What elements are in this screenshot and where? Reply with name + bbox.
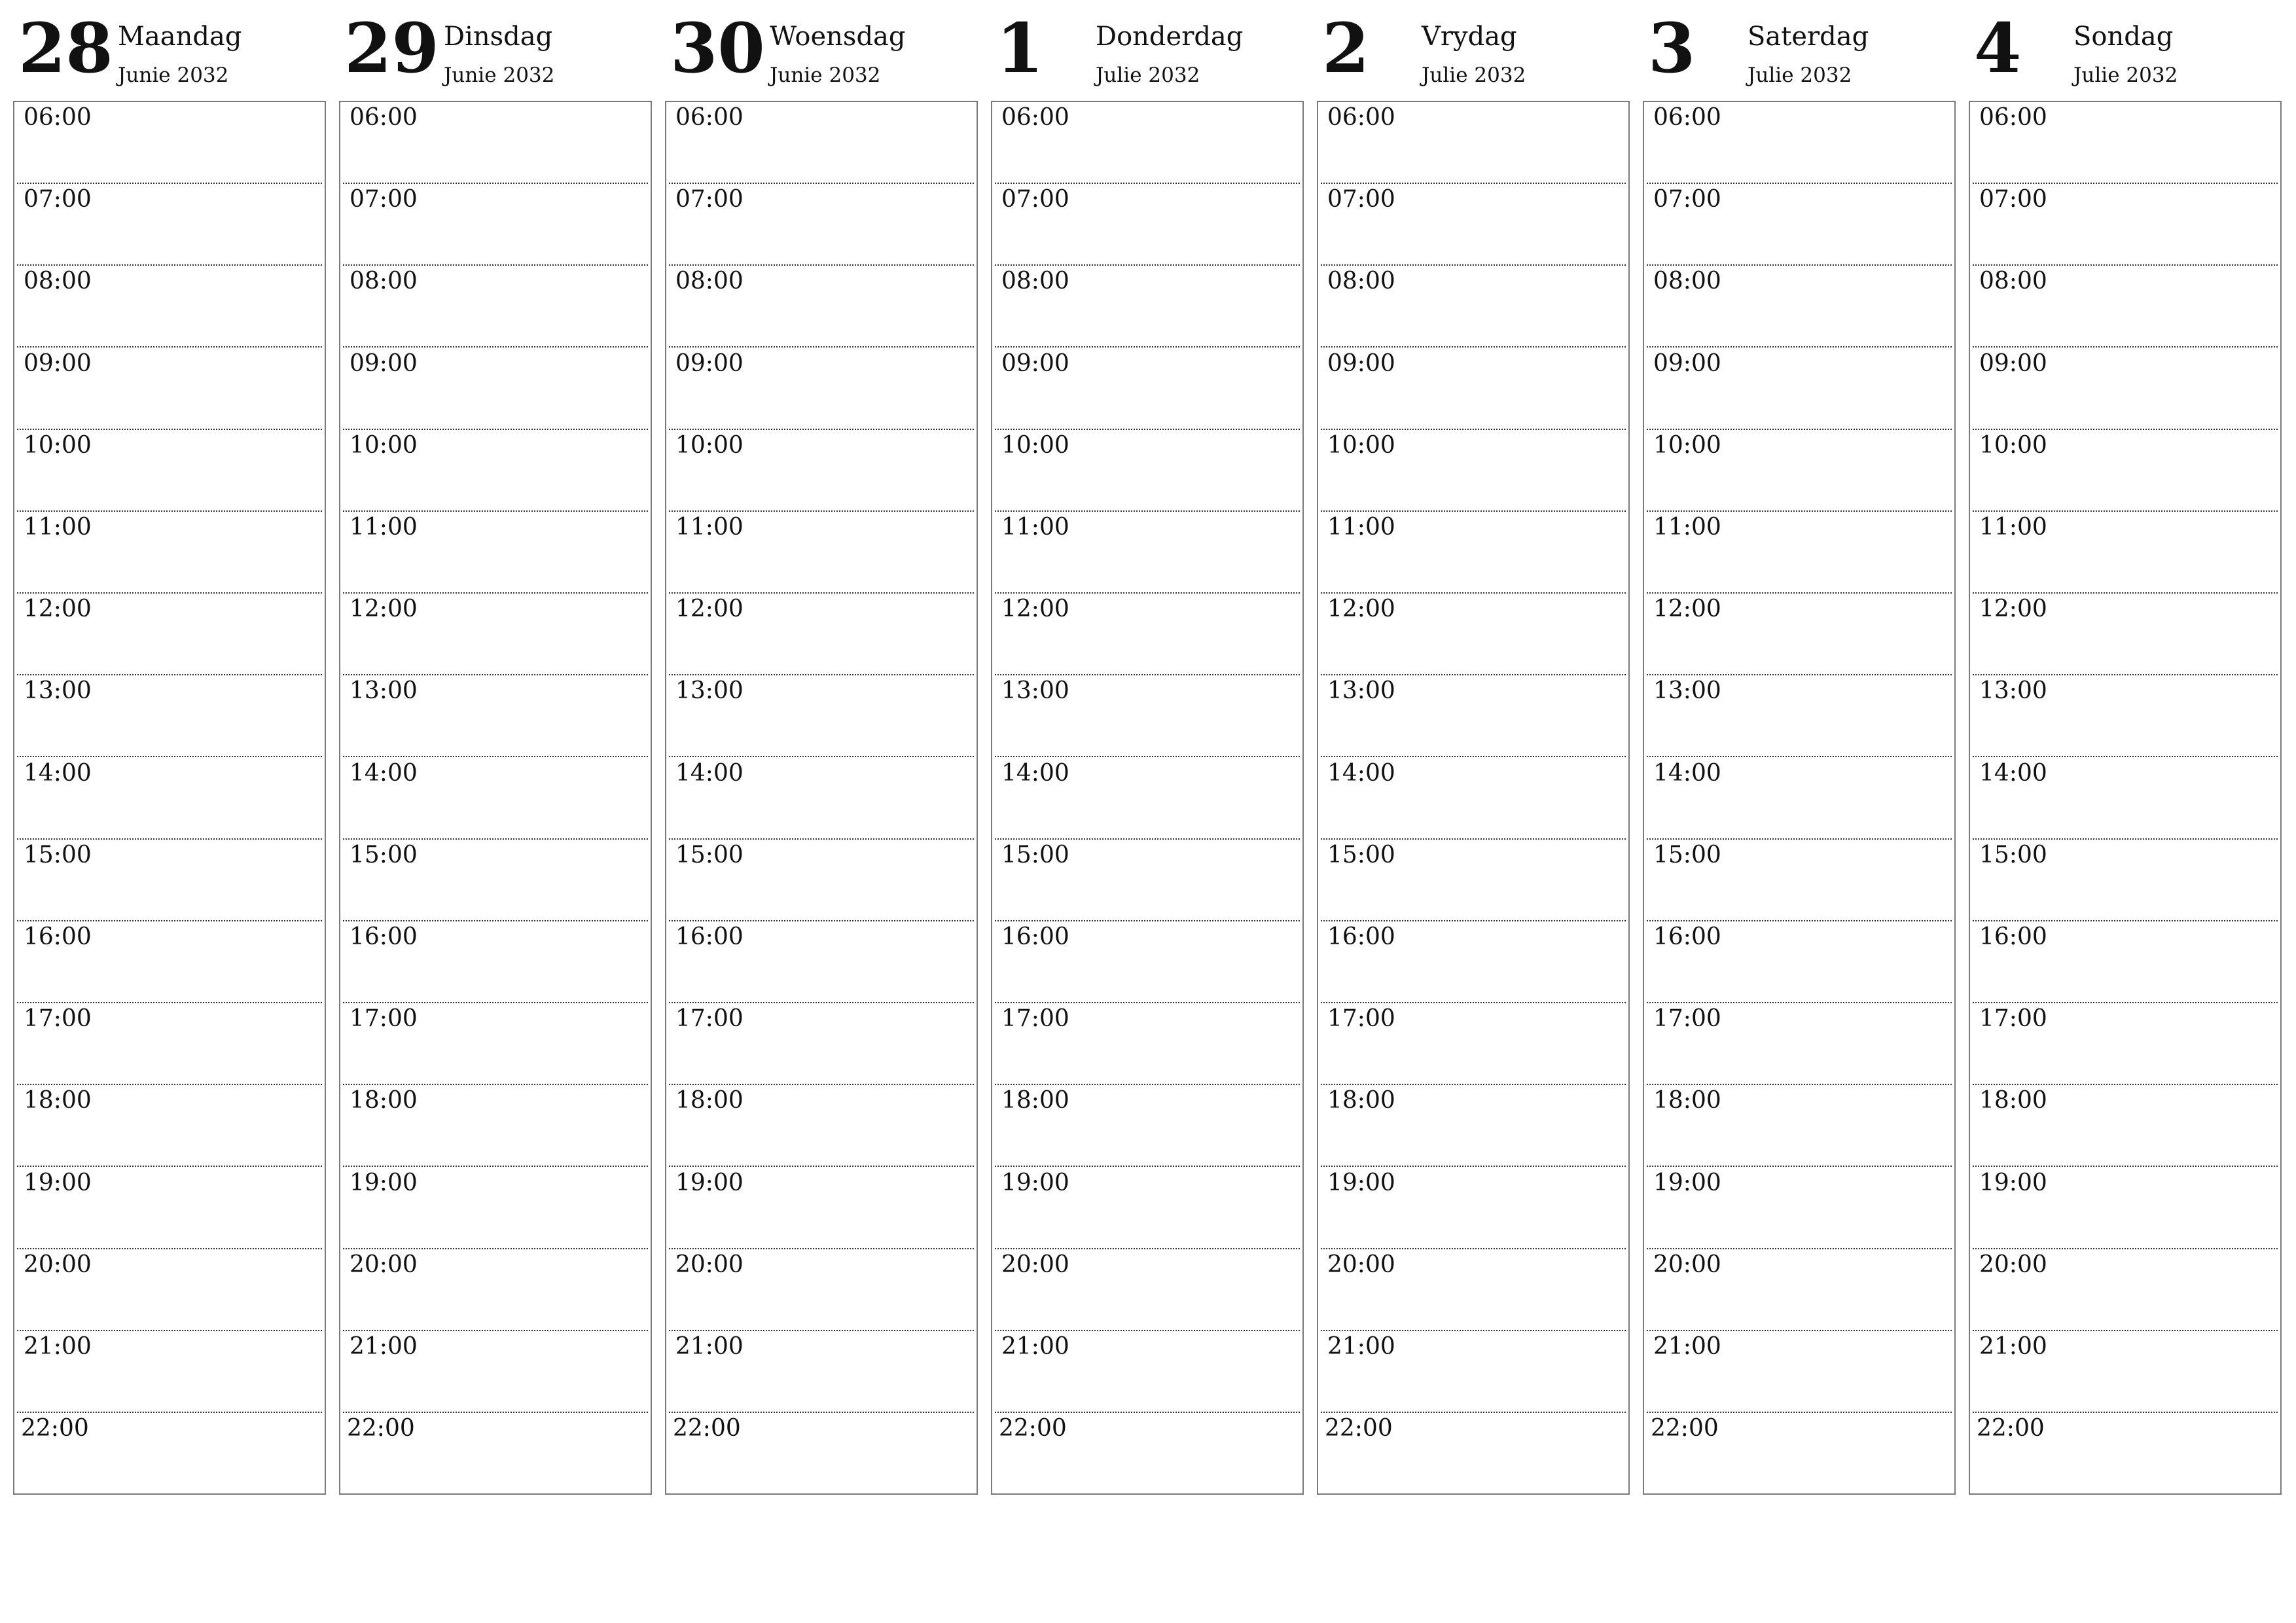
time-slot[interactable] — [17, 430, 322, 512]
time-label: 17:00 — [350, 1005, 418, 1032]
time-slot[interactable] — [1318, 1413, 1628, 1495]
time-label: 06:00 — [24, 104, 92, 131]
time-label: 11:00 — [1327, 514, 1395, 541]
time-label: 20:00 — [1001, 1251, 1069, 1278]
time-label: 13:00 — [675, 677, 744, 704]
time-label: 14:00 — [1653, 760, 1721, 787]
time-slot[interactable] — [343, 840, 648, 921]
day-month: Junie 2032 — [444, 63, 555, 87]
time-label: 18:00 — [24, 1087, 92, 1114]
time-slot[interactable] — [669, 675, 974, 757]
time-slot[interactable] — [669, 1085, 974, 1167]
time-slot[interactable] — [1647, 758, 1952, 840]
time-slot[interactable] — [666, 1413, 977, 1495]
time-label: 12:00 — [350, 596, 418, 622]
time-label: 07:00 — [350, 186, 418, 213]
time-slot[interactable] — [17, 1249, 322, 1331]
time-slot[interactable] — [17, 266, 322, 348]
time-slot[interactable] — [995, 184, 1300, 266]
time-label: 17:00 — [675, 1005, 744, 1032]
day-header — [1643, 0, 1956, 98]
time-slot[interactable] — [343, 1249, 648, 1331]
time-slot[interactable] — [17, 840, 322, 921]
time-slot[interactable] — [1647, 1331, 1952, 1413]
time-label: 21:00 — [675, 1333, 744, 1360]
time-slot[interactable] — [1647, 675, 1952, 757]
time-slot[interactable] — [995, 921, 1300, 1003]
time-slot[interactable] — [1973, 758, 2278, 840]
time-slot[interactable] — [1647, 921, 1952, 1003]
time-slot[interactable] — [669, 348, 974, 430]
day-schedule-box — [1317, 101, 1630, 1495]
day-number: 2 — [1322, 8, 1370, 88]
time-slot[interactable] — [343, 512, 648, 594]
time-slot[interactable] — [1647, 102, 1952, 184]
time-label: 18:00 — [1001, 1087, 1069, 1114]
time-slot[interactable] — [995, 1249, 1300, 1331]
time-slot[interactable] — [1321, 1003, 1626, 1085]
time-slot[interactable] — [995, 675, 1300, 757]
time-label: 06:00 — [1653, 104, 1721, 131]
time-label: 16:00 — [1979, 923, 2047, 950]
time-label: 15:00 — [1653, 842, 1721, 868]
time-label: 17:00 — [1327, 1005, 1395, 1032]
time-slot[interactable] — [1321, 840, 1626, 921]
time-slot[interactable] — [1973, 675, 2278, 757]
day-name: Maandag — [118, 22, 242, 52]
time-slot[interactable] — [1647, 840, 1952, 921]
time-slot[interactable] — [1321, 348, 1626, 430]
time-slot[interactable] — [343, 102, 648, 184]
time-label: 09:00 — [350, 350, 418, 377]
time-slot[interactable] — [17, 921, 322, 1003]
time-label: 08:00 — [1327, 268, 1395, 294]
time-slot[interactable] — [1647, 430, 1952, 512]
time-label: 16:00 — [675, 923, 744, 950]
time-slot[interactable] — [17, 594, 322, 675]
time-label: 20:00 — [675, 1251, 744, 1278]
time-label: 14:00 — [24, 760, 92, 787]
time-label: 20:00 — [24, 1251, 92, 1278]
time-slot[interactable] — [17, 1331, 322, 1413]
day-schedule-box — [13, 101, 326, 1495]
time-slot[interactable] — [1321, 1249, 1626, 1331]
time-slot[interactable] — [669, 1003, 974, 1085]
time-label: 12:00 — [1979, 596, 2047, 622]
time-slot[interactable] — [1973, 348, 2278, 430]
time-label: 16:00 — [1653, 923, 1721, 950]
time-slot[interactable] — [1973, 512, 2278, 594]
time-slot[interactable] — [669, 184, 974, 266]
time-slot[interactable] — [995, 1003, 1300, 1085]
day-name: Dinsdag — [444, 22, 553, 52]
time-slot[interactable] — [1973, 266, 2278, 348]
day-header — [665, 0, 978, 98]
day-schedule-box — [1643, 101, 1956, 1495]
time-label: 22:00 — [999, 1415, 1067, 1442]
time-label: 07:00 — [1327, 186, 1395, 213]
time-slot[interactable] — [995, 1168, 1300, 1249]
time-label: 06:00 — [1979, 104, 2047, 131]
time-label: 17:00 — [1001, 1005, 1069, 1032]
time-label: 12:00 — [1327, 596, 1395, 622]
time-label: 14:00 — [675, 760, 744, 787]
time-slot[interactable] — [343, 594, 648, 675]
time-label: 14:00 — [1979, 760, 2047, 787]
time-label: 18:00 — [1327, 1087, 1395, 1114]
day-header — [13, 0, 326, 98]
time-label: 17:00 — [1979, 1005, 2047, 1032]
time-label: 19:00 — [350, 1169, 418, 1196]
time-label: 09:00 — [1327, 350, 1395, 377]
time-label: 11:00 — [1979, 514, 2047, 541]
time-slot[interactable] — [1321, 758, 1626, 840]
time-slot[interactable] — [1321, 594, 1626, 675]
time-label: 17:00 — [24, 1005, 92, 1032]
time-label: 12:00 — [1001, 596, 1069, 622]
time-label: 10:00 — [675, 432, 744, 459]
day-header — [1969, 0, 2282, 98]
time-label: 09:00 — [1001, 350, 1069, 377]
time-slot[interactable] — [1647, 184, 1952, 266]
time-slot[interactable] — [343, 758, 648, 840]
day-name: Donderdag — [1096, 22, 1244, 52]
time-label: 19:00 — [675, 1169, 744, 1196]
time-slot[interactable] — [1973, 840, 2278, 921]
time-slot[interactable] — [669, 1249, 974, 1331]
time-label: 13:00 — [350, 677, 418, 704]
time-slot[interactable] — [995, 594, 1300, 675]
day-name: Saterdag — [1748, 22, 1869, 52]
time-label: 20:00 — [1653, 1251, 1721, 1278]
time-slot[interactable] — [343, 1085, 648, 1167]
time-slot[interactable] — [1973, 594, 2278, 675]
time-slot[interactable] — [1973, 921, 2278, 1003]
day-header — [1317, 0, 1630, 98]
time-slot[interactable] — [669, 430, 974, 512]
time-label: 16:00 — [24, 923, 92, 950]
time-slot[interactable] — [995, 840, 1300, 921]
time-label: 10:00 — [1001, 432, 1069, 459]
time-label: 22:00 — [1977, 1415, 2045, 1442]
time-slot[interactable] — [1321, 184, 1626, 266]
time-slot[interactable] — [1321, 102, 1626, 184]
time-slot[interactable] — [1321, 921, 1626, 1003]
time-slot[interactable] — [995, 512, 1300, 594]
time-slot[interactable] — [995, 266, 1300, 348]
time-slot[interactable] — [1973, 102, 2278, 184]
time-label: 21:00 — [1979, 1333, 2047, 1360]
time-label: 11:00 — [1001, 514, 1069, 541]
day-schedule-box — [991, 101, 1304, 1495]
time-slot[interactable] — [1321, 512, 1626, 594]
day-number: 4 — [1974, 8, 2022, 88]
time-label: 06:00 — [1001, 104, 1069, 131]
time-label: 15:00 — [350, 842, 418, 868]
time-label: 20:00 — [350, 1251, 418, 1278]
day-name: Woensdag — [770, 22, 906, 52]
time-label: 09:00 — [24, 350, 92, 377]
time-label: 14:00 — [350, 760, 418, 787]
time-slot[interactable] — [1321, 430, 1626, 512]
time-slot[interactable] — [1973, 184, 2278, 266]
time-slot[interactable] — [1647, 594, 1952, 675]
day-number: 3 — [1648, 8, 1696, 88]
time-label: 10:00 — [1653, 432, 1721, 459]
time-slot[interactable] — [1973, 1331, 2278, 1413]
time-label: 11:00 — [675, 514, 744, 541]
time-slot[interactable] — [343, 1331, 648, 1413]
time-label: 07:00 — [24, 186, 92, 213]
time-label: 08:00 — [1979, 268, 2047, 294]
time-label: 22:00 — [673, 1415, 741, 1442]
time-label: 08:00 — [350, 268, 418, 294]
time-label: 19:00 — [1653, 1169, 1721, 1196]
time-slot[interactable] — [1647, 512, 1952, 594]
day-month: Junie 2032 — [770, 63, 881, 87]
time-slot[interactable] — [1647, 1085, 1952, 1167]
time-slot[interactable] — [1647, 1249, 1952, 1331]
time-slot[interactable] — [343, 266, 648, 348]
day-name: Sondag — [2073, 22, 2174, 52]
time-label: 22:00 — [21, 1415, 89, 1442]
time-slot[interactable] — [669, 1168, 974, 1249]
time-label: 13:00 — [1001, 677, 1069, 704]
day-schedule-box — [339, 101, 652, 1495]
time-label: 19:00 — [24, 1169, 92, 1196]
time-label: 13:00 — [24, 677, 92, 704]
time-label: 08:00 — [1653, 268, 1721, 294]
time-label: 12:00 — [24, 596, 92, 622]
time-slot[interactable] — [343, 430, 648, 512]
time-label: 06:00 — [675, 104, 744, 131]
time-label: 10:00 — [24, 432, 92, 459]
time-slot[interactable] — [669, 1331, 974, 1413]
time-slot[interactable] — [995, 102, 1300, 184]
time-slot[interactable] — [995, 430, 1300, 512]
time-slot[interactable] — [1321, 1168, 1626, 1249]
day-header — [339, 0, 652, 98]
time-label: 13:00 — [1979, 677, 2047, 704]
time-label: 15:00 — [1327, 842, 1395, 868]
time-slot[interactable] — [17, 1085, 322, 1167]
time-slot[interactable] — [669, 266, 974, 348]
time-slot[interactable] — [1973, 1168, 2278, 1249]
time-slot[interactable] — [669, 758, 974, 840]
time-slot[interactable] — [1644, 1413, 1954, 1495]
time-label: 21:00 — [350, 1333, 418, 1360]
time-slot[interactable] — [1321, 675, 1626, 757]
day-header — [991, 0, 1304, 98]
time-label: 10:00 — [1327, 432, 1395, 459]
time-label: 18:00 — [350, 1087, 418, 1114]
time-label: 07:00 — [675, 186, 744, 213]
time-label: 08:00 — [1001, 268, 1069, 294]
time-slot[interactable] — [1970, 1413, 2280, 1495]
time-label: 10:00 — [350, 432, 418, 459]
time-slot[interactable] — [17, 512, 322, 594]
time-slot[interactable] — [343, 348, 648, 430]
time-slot[interactable] — [17, 184, 322, 266]
time-label: 07:00 — [1001, 186, 1069, 213]
time-slot[interactable] — [1647, 1003, 1952, 1085]
time-label: 19:00 — [1327, 1169, 1395, 1196]
time-slot[interactable] — [669, 512, 974, 594]
time-slot[interactable] — [14, 1413, 325, 1495]
time-slot[interactable] — [669, 594, 974, 675]
time-label: 12:00 — [1653, 596, 1721, 622]
time-label: 21:00 — [1327, 1333, 1395, 1360]
time-label: 20:00 — [1979, 1251, 2047, 1278]
time-label: 15:00 — [1979, 842, 2047, 868]
time-slot[interactable] — [995, 348, 1300, 430]
time-label: 15:00 — [1001, 842, 1069, 868]
time-label: 13:00 — [1653, 677, 1721, 704]
time-label: 11:00 — [350, 514, 418, 541]
time-label: 07:00 — [1979, 186, 2047, 213]
time-slot[interactable] — [669, 102, 974, 184]
time-label: 14:00 — [1327, 760, 1395, 787]
time-slot[interactable] — [343, 675, 648, 757]
time-label: 16:00 — [1327, 923, 1395, 950]
time-slot[interactable] — [17, 675, 322, 757]
time-label: 13:00 — [1327, 677, 1395, 704]
day-number: 29 — [344, 8, 439, 88]
time-slot[interactable] — [17, 348, 322, 430]
time-slot[interactable] — [343, 921, 648, 1003]
time-slot[interactable] — [1973, 1003, 2278, 1085]
time-slot[interactable] — [669, 921, 974, 1003]
time-slot[interactable] — [343, 184, 648, 266]
time-label: 09:00 — [1653, 350, 1721, 377]
time-slot[interactable] — [995, 1085, 1300, 1167]
day-number: 1 — [996, 8, 1044, 88]
time-label: 12:00 — [675, 596, 744, 622]
time-label: 18:00 — [1653, 1087, 1721, 1114]
time-label: 16:00 — [350, 923, 418, 950]
time-label: 06:00 — [350, 104, 418, 131]
day-schedule-box — [665, 101, 978, 1495]
day-month: Julie 2032 — [2073, 63, 2178, 87]
time-slot[interactable] — [1321, 1331, 1626, 1413]
time-label: 22:00 — [1325, 1415, 1393, 1442]
time-label: 19:00 — [1001, 1169, 1069, 1196]
day-number: 30 — [670, 8, 765, 88]
time-label: 22:00 — [347, 1415, 415, 1442]
time-label: 09:00 — [675, 350, 744, 377]
time-slot[interactable] — [995, 1331, 1300, 1413]
day-schedule-box — [1969, 101, 2282, 1495]
time-slot[interactable] — [1647, 1168, 1952, 1249]
day-name: Vrydag — [1422, 22, 1517, 52]
time-slot[interactable] — [343, 1003, 648, 1085]
time-slot[interactable] — [1321, 266, 1626, 348]
time-slot[interactable] — [17, 1003, 322, 1085]
time-label: 08:00 — [24, 268, 92, 294]
time-label: 22:00 — [1651, 1415, 1719, 1442]
time-label: 20:00 — [1327, 1251, 1395, 1278]
day-month: Junie 2032 — [118, 63, 229, 87]
time-slot[interactable] — [1973, 1249, 2278, 1331]
time-label: 09:00 — [1979, 350, 2047, 377]
time-label: 14:00 — [1001, 760, 1069, 787]
time-label: 11:00 — [1653, 514, 1721, 541]
time-label: 21:00 — [24, 1333, 92, 1360]
time-label: 08:00 — [675, 268, 744, 294]
time-label: 15:00 — [675, 842, 744, 868]
time-slot[interactable] — [995, 758, 1300, 840]
time-slot[interactable] — [669, 840, 974, 921]
time-slot[interactable] — [1321, 1085, 1626, 1167]
time-label: 17:00 — [1653, 1005, 1721, 1032]
time-slot[interactable] — [343, 1168, 648, 1249]
time-label: 21:00 — [1653, 1333, 1721, 1360]
time-label: 10:00 — [1979, 432, 2047, 459]
day-number: 28 — [18, 8, 113, 88]
day-month: Julie 2032 — [1748, 63, 1852, 87]
day-month: Julie 2032 — [1422, 63, 1526, 87]
time-slot[interactable] — [340, 1413, 651, 1495]
time-slot[interactable] — [1647, 266, 1952, 348]
time-label: 06:00 — [1327, 104, 1395, 131]
time-label: 21:00 — [1001, 1333, 1069, 1360]
time-slot[interactable] — [17, 102, 322, 184]
time-slot[interactable] — [1647, 348, 1952, 430]
day-month: Julie 2032 — [1096, 63, 1200, 87]
time-label: 19:00 — [1979, 1169, 2047, 1196]
time-slot[interactable] — [17, 758, 322, 840]
time-slot[interactable] — [1973, 1085, 2278, 1167]
time-slot[interactable] — [17, 1168, 322, 1249]
time-label: 18:00 — [675, 1087, 744, 1114]
time-label: 15:00 — [24, 842, 92, 868]
time-label: 18:00 — [1979, 1087, 2047, 1114]
time-slot[interactable] — [992, 1413, 1302, 1495]
time-label: 11:00 — [24, 514, 92, 541]
time-slot[interactable] — [1973, 430, 2278, 512]
time-label: 07:00 — [1653, 186, 1721, 213]
time-label: 16:00 — [1001, 923, 1069, 950]
